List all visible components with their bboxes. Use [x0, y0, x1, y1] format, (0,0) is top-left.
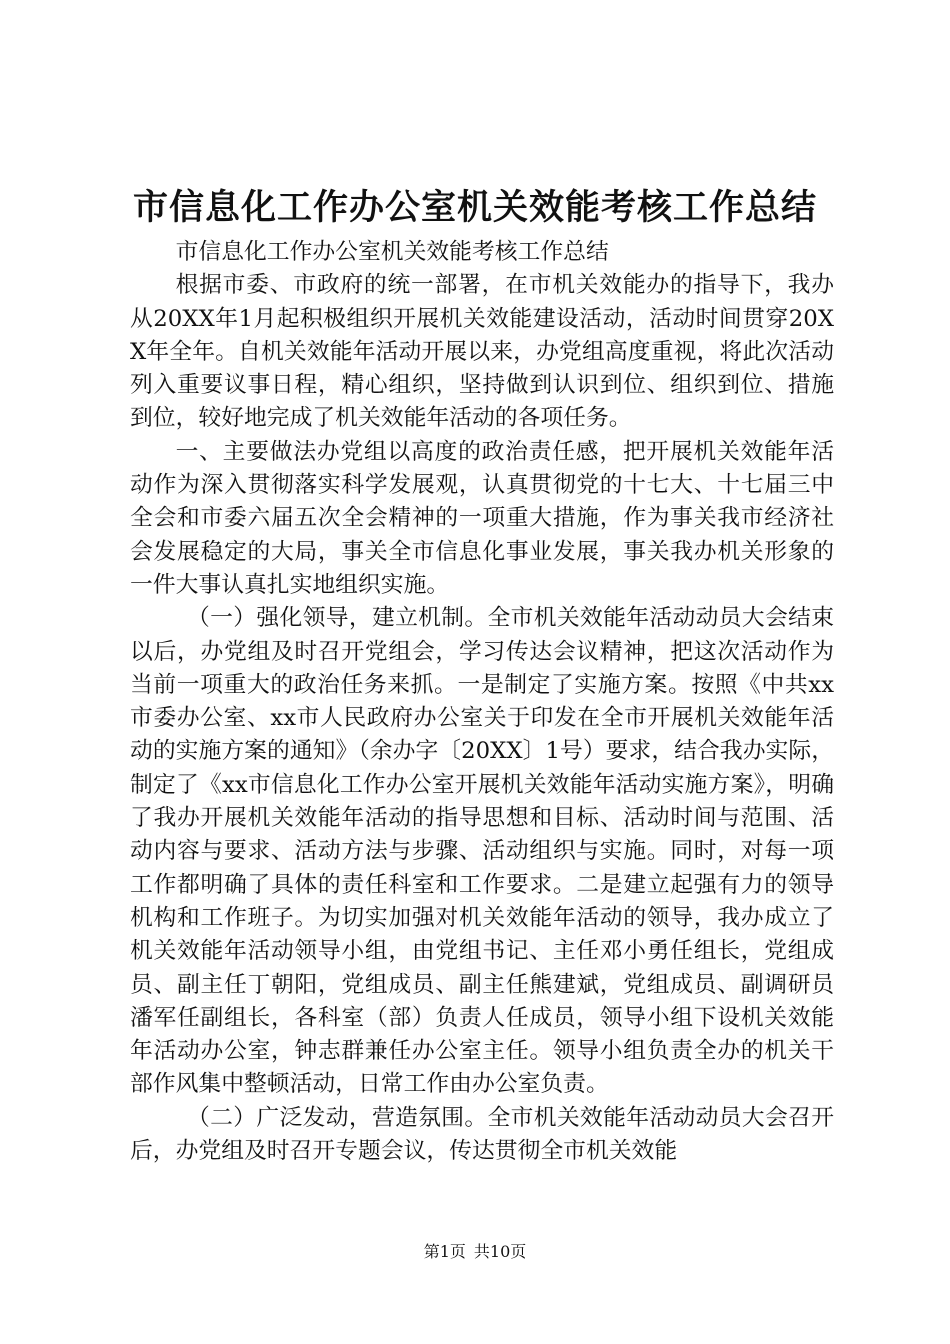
- document-title: 市信息化工作办公室机关效能考核工作总结: [132, 187, 817, 228]
- paragraph-section-one: 一、主要做法办党组以高度的政治责任感，把开展机关效能年活动作为深入贯彻落实科学发展观，认真贯彻党的十七大、十七届三中全会和市委六届五次全会精神的一项重大措施，作为事关我市经济社会发展稳定的大局，事关全市信息化事业发展，事关我办机关形象的一件大事认真扎实地组织实施。: [130, 438, 834, 598]
- paragraph-subtitle: 市信息化工作办公室机关效能考核工作总结: [175, 239, 609, 265]
- paragraph-subsection-one: （一）强化领导，建立机制。全市机关效能年活动动员大会结束以后，办党组及时召开党组会，学习传达会议精神，把这次活动作为当前一项重大的政治任务来抓。一是制定了实施方案。按照《中共xx市委办公室、xx市人民政府办公室关于印发在全市开展机关效能年活动的实施方案的通知》（余办字〔20XX〕1号）要求，结合我办实际，制定了《xx市信息化工作办公室开展机关效能年活动实施方案》，明确了我办开展机关效能年活动的指导思想和目标、活动时间与范围、活动内容与要求、活动方法与步骤、活动组织与实施。同时，对每一项工作都明确了具体的责任科室和工作要求。二是建立起强有力的领导机构和工作班子。为切实加强对机关效能年活动的领导，我办成立了机关效能年活动领导小组，由党组书记、主任邓小勇任组长，党组成员、副主任丁朝阳，党组成员、副主任熊建斌，党组成员、副调研员潘军任副组长，各科室（部）负责人任成员，领导小组下设机关效能年活动办公室，钟志群兼任办公室主任。领导小组负责全办的机关干部作风集中整顿活动，日常工作由办公室负责。: [130, 605, 834, 1098]
- page-footer: [0, 1240, 950, 1264]
- paragraph-intro: 根据市委、市政府的统一部署，在市机关效能办的指导下，我办从20XX年1月起积极组织开展机关效能建设活动，活动时间贯穿20XX年全年。自机关效能年活动开展以来，办党组高度重视，将此次活动列入重要议事日程，精心组织，坚持做到认识到位、组织到位、措施到位，较好地完成了机关效能年活动的各项任务。: [130, 272, 834, 432]
- page-number: 第1页: [423, 1242, 466, 1261]
- document-body: [130, 236, 834, 1168]
- page-total: 共10页: [473, 1242, 527, 1261]
- paragraph-subsection-two: （二）广泛发动，营造氛围。全市机关效能年活动动员大会召开后，办党组及时召开专题会议，传达贯彻全市机关效能: [130, 1104, 834, 1165]
